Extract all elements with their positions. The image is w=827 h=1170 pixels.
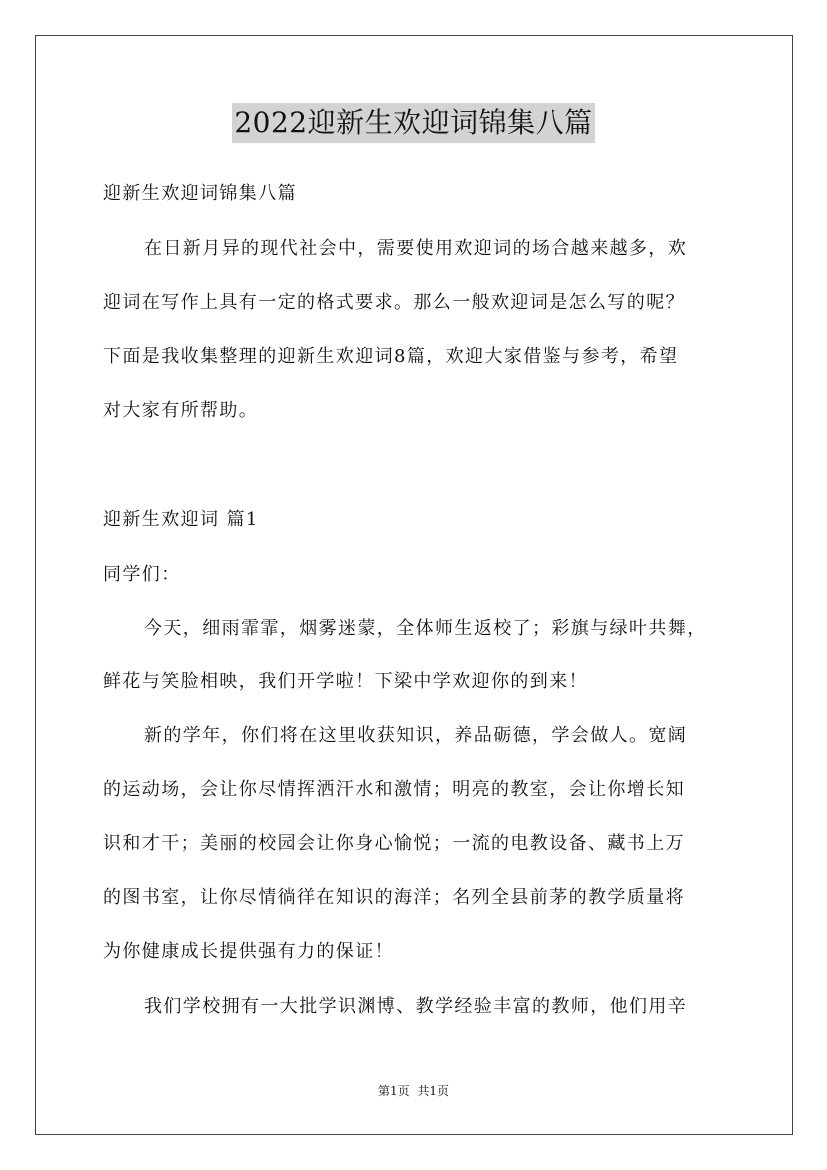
document-subtitle: 迎新生欢迎词锦集八篇 — [103, 183, 297, 204]
document-title — [0, 102, 827, 143]
section-heading: 迎新生欢迎词 篇1 — [103, 509, 259, 530]
paragraph-line: 为你健康成长提供强有力的保证！ — [103, 941, 394, 962]
paragraph-line: 新的学年，你们将在这里收获知识，养品砺德，学会做人。宽阔 — [144, 725, 688, 746]
paragraph-line: 识和才干；美丽的校园会让你身心愉悦；一流的电教设备、藏书上万 — [103, 833, 685, 854]
intro-line: 迎词在写作上具有一定的格式要求。那么一般欢迎词是怎么写的呢？ — [103, 292, 685, 313]
page-footer — [0, 1083, 827, 1099]
intro-line: 对大家有所帮助。 — [103, 400, 259, 421]
page-total: 共1页 — [417, 1084, 450, 1098]
intro-line: 在日新月异的现代社会中，需要使用欢迎词的场合越来越多，欢 — [144, 238, 688, 259]
document-title-text: 2022迎新生欢迎词锦集八篇 — [232, 103, 594, 143]
paragraph-line: 的图书室，让你尽情徜徉在知识的海洋；名列全县前茅的教学质量将 — [103, 887, 685, 908]
salutation: 同学们： — [103, 564, 181, 585]
paragraph-line: 鲜花与笑脸相映，我们开学啦！下梁中学欢迎你的到来！ — [103, 671, 588, 692]
paragraph-line: 今天，细雨霏霏，烟雾迷蒙，全体师生返校了；彩旗与绿叶共舞， — [144, 618, 707, 639]
paragraph-line: 的运动场，会让你尽情挥洒汗水和激情；明亮的教室，会让你增长知 — [103, 779, 685, 800]
page-number: 第1页 — [377, 1084, 410, 1098]
paragraph-line: 我们学校拥有一大批学识渊博、教学经验丰富的教师，他们用辛 — [144, 996, 688, 1017]
intro-line: 下面是我收集整理的迎新生欢迎词8篇，欢迎大家借鉴与参考，希望 — [103, 346, 679, 367]
